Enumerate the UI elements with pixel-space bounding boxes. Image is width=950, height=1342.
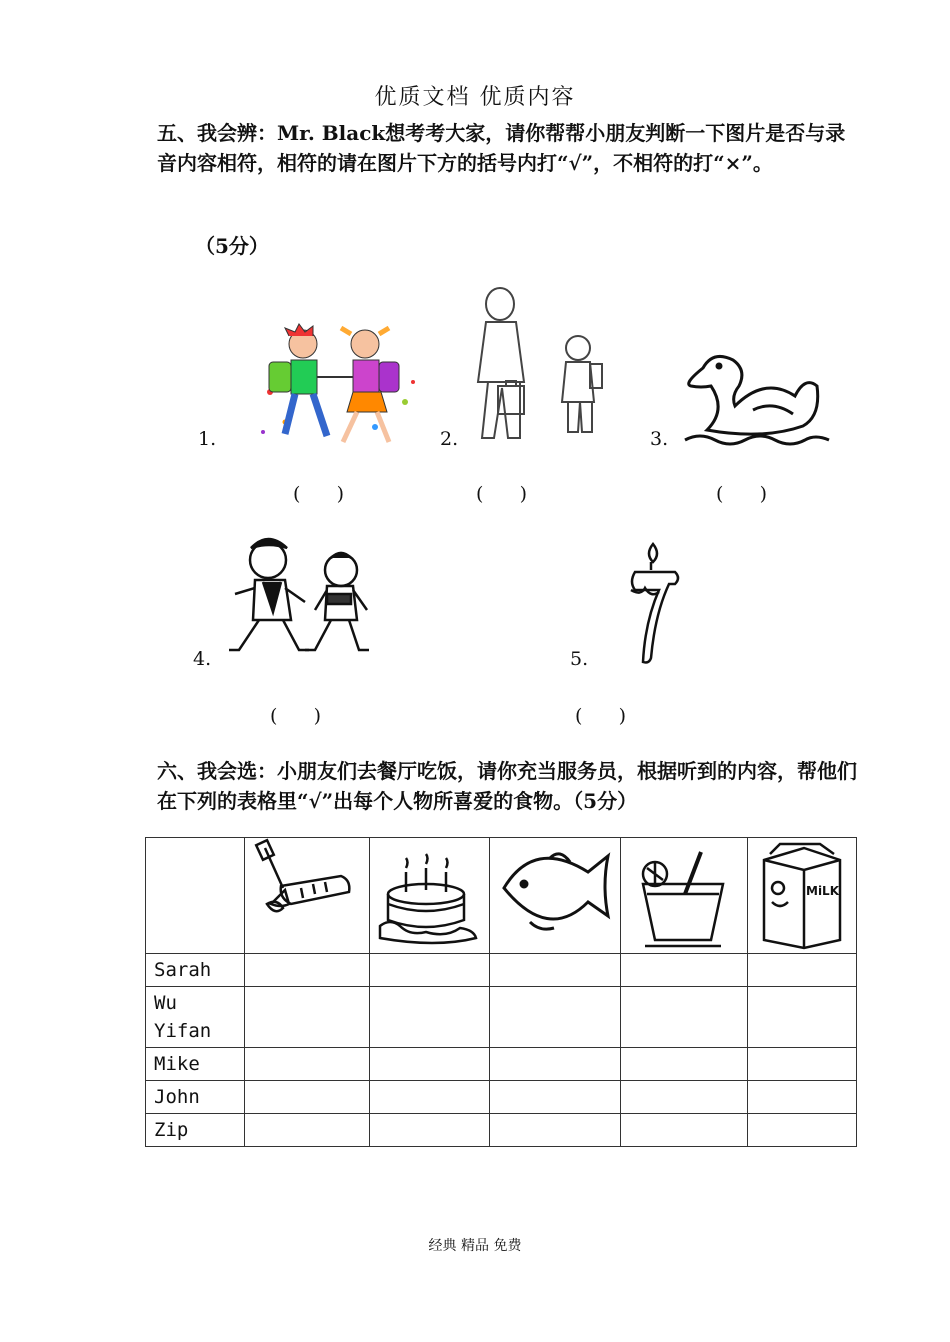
item-2-answer-blank[interactable]: ( ) [476,483,528,505]
person-name: Sarah [146,954,245,987]
answer-cell[interactable] [748,954,857,987]
juice-icon [621,838,747,953]
cake-icon [370,838,489,953]
fish-cell [490,838,621,954]
item-5-answer-blank[interactable]: ( ) [575,705,627,727]
person-name: Wu Yifan [146,987,245,1048]
answer-cell[interactable] [245,1081,370,1114]
person-name: John [146,1081,245,1114]
answer-cell[interactable] [621,1081,748,1114]
answer-cell[interactable] [370,1048,490,1081]
milk-label: MiLK [806,884,839,898]
table-row [146,1114,857,1147]
answer-cell[interactable] [370,1081,490,1114]
item-3-answer-blank[interactable]: ( ) [716,483,768,505]
answer-cell[interactable] [245,1048,370,1081]
answer-cell[interactable] [490,1114,621,1147]
answer-cell[interactable] [370,1114,490,1147]
person-name: Mike [146,1048,245,1081]
page-header: 优质文档 优质内容 [374,85,576,110]
answer-cell[interactable] [490,954,621,987]
section5-score: （5分） [195,234,269,258]
item-5-number: 5. [570,648,589,670]
bread-cell [245,838,370,954]
table-row [146,1048,857,1081]
answer-cell[interactable] [490,1048,621,1081]
answer-cell[interactable] [748,1081,857,1114]
empty-corner-cell [146,838,245,954]
item-4-answer-blank[interactable]: ( ) [270,705,322,727]
page-footer: 经典 精品 免费 [428,1238,522,1254]
table-row [146,1081,857,1114]
item-1-number: 1. [198,428,217,450]
answer-cell[interactable] [370,987,490,1048]
answer-cell[interactable] [748,1048,857,1081]
running-boys-icon [223,532,383,667]
item-1-answer-blank[interactable]: ( ) [293,483,345,505]
cake-cell [370,838,490,954]
item-3-number: 3. [650,428,669,450]
kids-with-backpacks-icon [255,322,420,447]
fish-icon [490,838,620,953]
answer-cell[interactable] [621,1048,748,1081]
answer-cell[interactable] [245,954,370,987]
answer-cell[interactable] [621,1114,748,1147]
juice-cell [621,838,748,954]
milk-cell [748,838,857,954]
answer-cell[interactable] [245,987,370,1048]
bread-icon [245,838,369,953]
food-preference-table [145,837,857,1147]
answer-cell[interactable] [621,987,748,1048]
table-header-row [146,838,857,954]
answer-cell[interactable] [490,1081,621,1114]
milk-icon [748,838,856,953]
answer-cell[interactable] [490,987,621,1048]
item-4-number: 4. [193,648,212,670]
answer-cell[interactable] [370,954,490,987]
table-row [146,987,857,1048]
number-seven-candle-icon [617,540,687,670]
section5-instruction: 五、我会辨：Mr. Black想考考大家，请你帮帮小朋友判断一下图片是否与录音内容相符，相符的请在图片下方的括号内打“√”，不相符的打“×”。 [157,121,846,175]
man-and-boy-icon [468,286,618,446]
section6-instruction: 六、我会选：小朋友们去餐厅吃饭，请你充当服务员，根据听到的内容，帮他们在下列的表格里“√”出每个人物所喜爱的食物。（5分） [157,759,857,813]
table-row [146,954,857,987]
person-name: Zip [146,1114,245,1147]
answer-cell[interactable] [245,1114,370,1147]
duck-icon [683,348,833,448]
answer-cell[interactable] [621,954,748,987]
item-2-number: 2. [440,428,459,450]
answer-cell[interactable] [748,1114,857,1147]
answer-cell[interactable] [748,987,857,1048]
